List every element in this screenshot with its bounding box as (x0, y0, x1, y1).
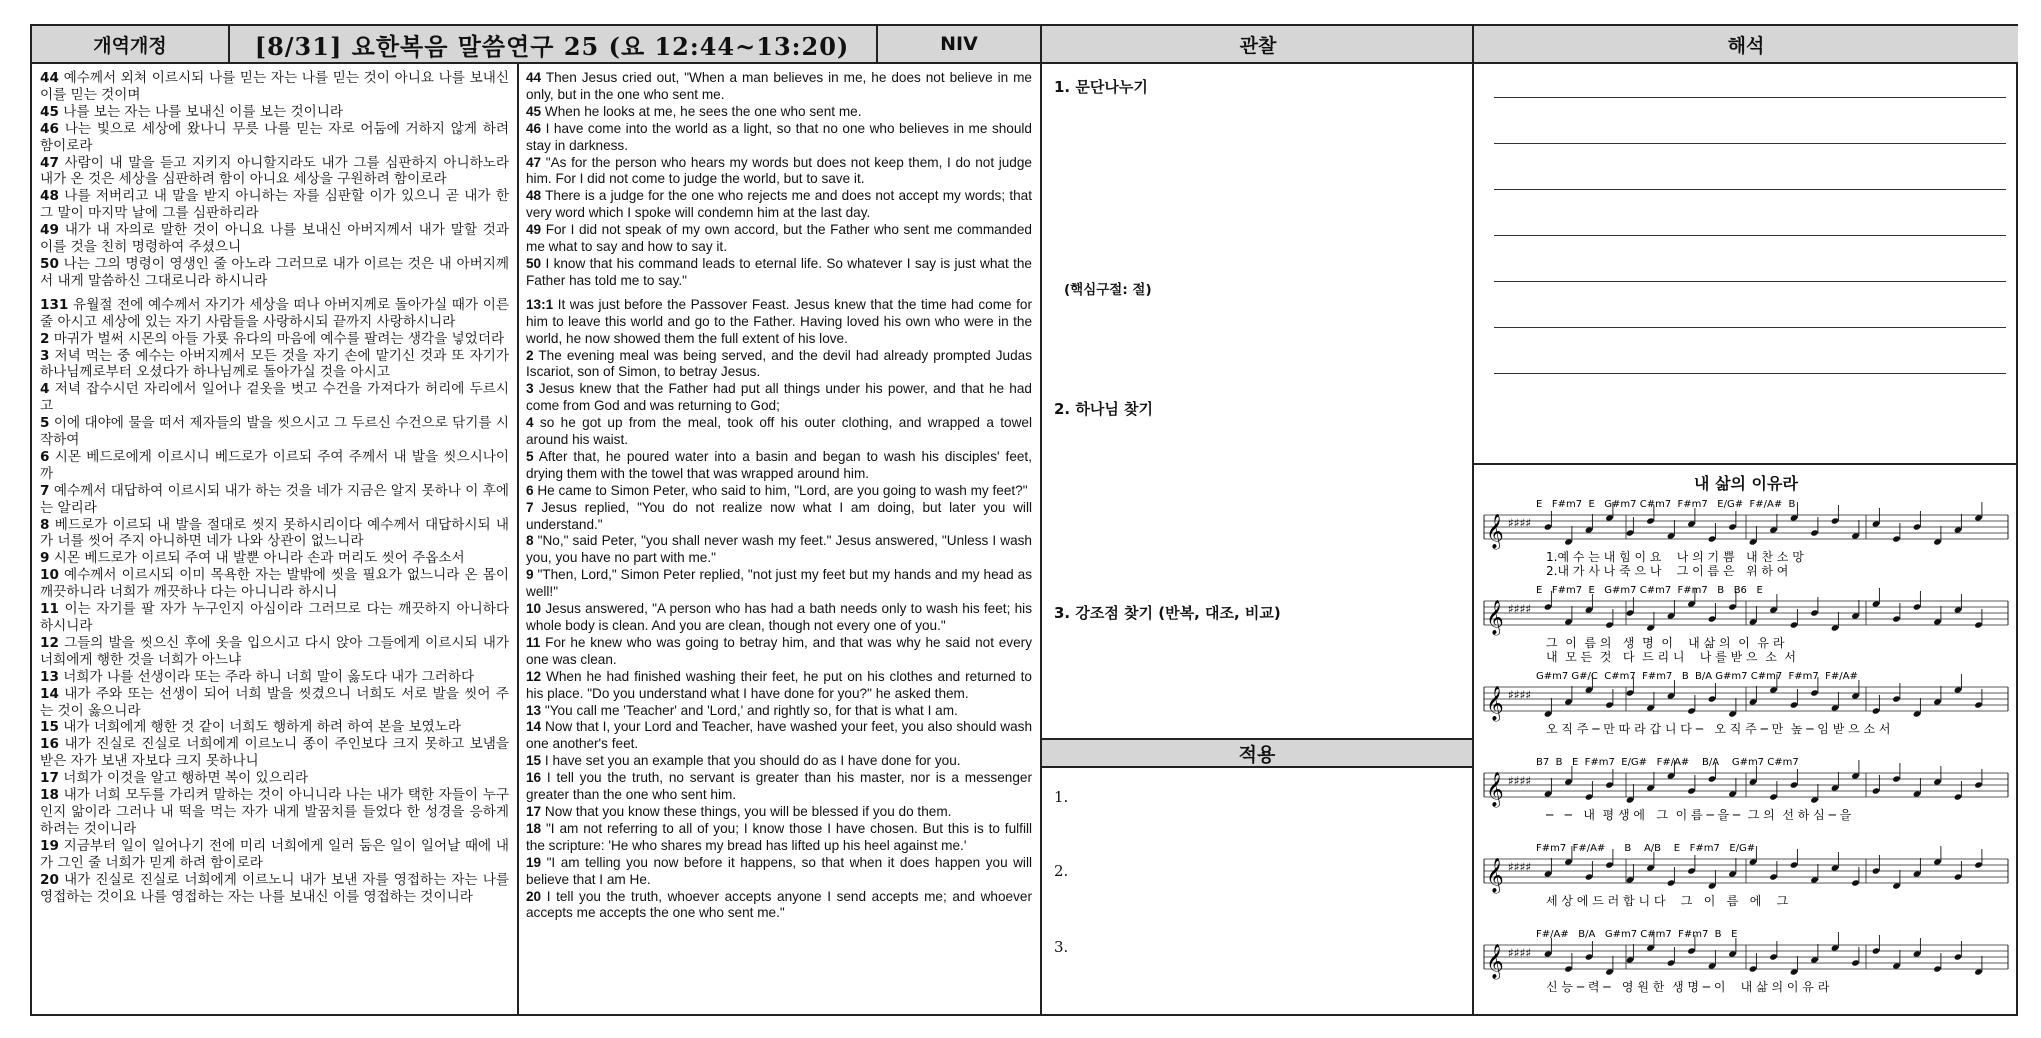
verse-text: "No," said Peter, "you shall never wash my feet." Jesus answered, "Unless I wash you, you have no part with me." (526, 533, 1032, 566)
verse-text: It was just before the Passover Feast. Jesus knew that the time had come for him to leave this world and go to the Father. Having loved his own who were in the world, he now showed them the full extent of his love. (526, 296, 1032, 346)
writing-line (1494, 327, 2006, 328)
chord-symbols: E F#m7 E G#m7 C#m7 F#m7 E/G# F#/A# B (1536, 499, 1796, 510)
page-title: [8/31] 요한복음 말씀연구 25 (요 12:44~13:20) (228, 26, 876, 64)
key-signature-icon: ♯♯♯♯ (1508, 602, 1532, 616)
verse-text: 이에 대야에 물을 떠서 제자들의 발을 씻으시고 그 두르신 수건으로 닦기를 시작하여 (40, 415, 509, 449)
verse-text: 지금부터 일이 일어나기 전에 미리 너희에게 일러 둠은 일이 일어날 때에 내가 그인 줄 너희가 믿게 하려 함이로라 (40, 837, 509, 871)
verse-number: 18 (526, 820, 542, 836)
verse-text: The evening meal was being served, and the devil had already prompted Judas Iscariot, son of Simon, to betray Jesus. (526, 347, 1032, 380)
verse-number: 17 (526, 803, 542, 819)
header-divider (228, 26, 230, 64)
verse-number: 44 (526, 70, 542, 85)
verse-number: 19 (40, 837, 59, 854)
key-signature-icon: ♯♯♯♯ (1508, 860, 1532, 874)
interpretation-panel (1474, 64, 2018, 499)
korean-verse (40, 70, 509, 104)
study-sheet (30, 24, 2018, 1016)
verse-number: 2 (526, 347, 534, 363)
verse-number: 15 (40, 719, 59, 736)
sheet-music (1474, 463, 2018, 1016)
verse-text: 저녁 잡수시던 자리에서 일어나 겉옷을 벗고 수건을 가져다가 허리에 두르시고 (40, 381, 509, 415)
verse-text: "As for the person who hears my words but does not keep them, I do not judge him. For I did not come to judge the world, but to save it. (526, 154, 1032, 187)
niv-verse (526, 855, 1032, 889)
verse-number: 49 (40, 222, 59, 239)
lyrics-line: 그 이 름 의 생 명 이 내 삶 의 이 유 라 (1546, 636, 1785, 650)
niv-verse (526, 753, 1032, 770)
key-signature-icon: ♯♯♯♯ (1508, 688, 1532, 702)
verse-number: 19 (526, 854, 542, 870)
verse-number: 14 (526, 719, 542, 735)
verse-number: 11 (40, 601, 59, 618)
verse-text: "You call me 'Teacher' and 'Lord,' and rightly so, for that is what I am. (541, 702, 958, 718)
verse-number: 45 (526, 103, 542, 119)
verse-number: 14 (40, 685, 59, 702)
verse-text: 내가 너희에게 행한 것 같이 너희도 행하게 하려 하여 본을 보였노라 (58, 719, 462, 736)
verse-number: 16 (40, 736, 59, 753)
verse-text: There is a judge for the one who rejects me and does not accept my words; that very word which I spoke will condemn him at the last day. (526, 188, 1032, 221)
verse-number: 131 (40, 296, 69, 313)
niv-verse (526, 889, 1032, 923)
niv-verse (526, 821, 1032, 855)
treble-clef-icon: 𝄞 (1486, 600, 1504, 635)
verse-text: When he looks at me, he sees the one who sent me. (541, 103, 862, 119)
verse-number: 12 (526, 668, 542, 684)
niv-verse (526, 222, 1032, 256)
korean-verse (40, 348, 509, 382)
verse-text: "Then, Lord," Simon Peter replied, "not just my feet but my hands and my head as well!" (526, 567, 1032, 600)
korean-verse (40, 567, 509, 601)
verse-text: When he had finished washing their feet, he put on his clothes and returned to his place. "Do you understand what I have done for you?" he asked them. (526, 668, 1032, 701)
niv-verse (526, 256, 1032, 290)
verse-text: 그들의 발을 씻으신 후에 옷을 입으시고 다시 앉아 그들에게 이르시되 내가 너희에게 행한 것을 너희가 아느냐 (40, 634, 509, 668)
korean-verse (40, 517, 509, 551)
verse-text: 내가 너희 모두를 가리켜 말하는 것이 아니니라 나는 내가 택한 자들이 누구인지 앎이라 그러나 내 떡을 먹는 자가 내게 발꿈치를 들었다 한 성경을 응하게 하려는 것이니라 (40, 787, 509, 837)
verse-number: 45 (40, 103, 59, 120)
treble-clef-icon: 𝄞 (1486, 514, 1504, 549)
verse-text: I tell you the truth, no servant is greater than his master, nor is a messenger greater than the one who sent him. (526, 770, 1032, 803)
verse-text: "I am not referring to all of you; I know those I have chosen. But this is to fulfill the scripture: 'He who shares my bread has lifted up his heel against me.' (526, 820, 1032, 853)
verse-text: 너희가 이것을 알고 행하면 복이 있으리라 (58, 770, 309, 787)
verse-text: Then Jesus cried out, "When a man believes in me, he does not believe in me only, but in the one who sent me. (526, 70, 1032, 102)
verse-number: 7 (526, 499, 534, 515)
verse-text: 나는 빛으로 세상에 왔나니 무릇 나를 믿는 자로 어둠에 거하지 않게 하려 함이로라 (40, 120, 509, 154)
korean-verse (40, 188, 509, 222)
verse-number: 10 (40, 567, 59, 584)
verse-text: 예수께서 외쳐 이르시되 나를 믿는 자는 나를 믿는 것이 아니요 나를 보내신 이를 믿는 것이며 (40, 70, 509, 103)
treble-clef-icon: 𝄞 (1486, 944, 1504, 979)
korean-verse (40, 787, 509, 838)
niv-verse (526, 500, 1032, 534)
verse-text: Jesus answered, "A person who has had a bath needs only to wash his feet; his whole body is clean. And you are clean, though not every one of you." (526, 601, 1032, 633)
korean-verse (40, 719, 509, 736)
niv-verse (526, 635, 1032, 669)
verse-number: 16 (526, 770, 542, 786)
niv-verse (526, 70, 1032, 104)
korean-verse (40, 297, 509, 331)
verse-text: 내가 진실로 진실로 너희에게 이르노니 종이 주인보다 크지 못하고 보냄을 받은 자가 보낸 자보다 크지 못하나니 (40, 736, 509, 770)
korean-verse (40, 331, 509, 348)
niv-verse (526, 104, 1032, 121)
song-title: 내 삶의 이유라 (1694, 474, 1798, 493)
verse-text: 예수께서 이르시되 이미 목욕한 자는 발밖에 씻을 필요가 없느니라 온 몸이 깨끗하니라 너희가 깨끗하나 다는 아니니라 하시니 (40, 567, 509, 601)
header-divider (876, 26, 878, 64)
verse-number: 20 (40, 871, 59, 888)
lyrics-line: 1.예 수 는 내 힘 이 요 나 의 기 쁨 내 찬 소 망 (1546, 550, 1804, 564)
niv-verse (526, 533, 1032, 567)
verse-text: After that, he poured water into a basin and began to wash his disciples' feet, drying them with the towel that was wrapped around him. (526, 448, 1032, 481)
korean-verse (40, 256, 509, 290)
verse-number: 10 (526, 601, 542, 617)
niv-verse (526, 297, 1032, 348)
writing-line (1494, 143, 2006, 144)
chord-symbols: F#/A# B/A G#m7 C#m7 F#m7 B E (1536, 929, 1738, 940)
observation-q3: 3. 강조점 찾기 (반복, 대조, 비교) (1054, 604, 1281, 622)
verse-number: 47 (526, 154, 542, 170)
observation-label: 관찰 (1042, 26, 1474, 64)
verse-number: 6 (526, 482, 534, 498)
treble-clef-icon: 𝄞 (1486, 858, 1504, 893)
verse-text: 나를 보는 자는 나를 보내신 이를 보는 것이니라 (58, 103, 343, 120)
korean-verse (40, 550, 509, 567)
verse-text: For he knew who was going to betray him, and that was why he said not every one was clean. (526, 634, 1032, 667)
niv-text-column (518, 64, 1040, 922)
application-label: 적용 (1042, 738, 1472, 768)
verse-text: He came to Simon Peter, who said to him, "Lord, are you going to wash my feet?" (533, 482, 1028, 498)
verse-number: 13 (40, 668, 59, 685)
verse-number: 2 (40, 330, 50, 347)
verse-text: 시몬 베드로에게 이르시니 베드로가 이르되 주여 주께서 내 발을 씻으시나이까 (40, 448, 509, 482)
verse-number: 13:1 (526, 296, 554, 312)
verse-text: 나는 그의 명령이 영생인 줄 아노라 그러므로 내가 이르는 것은 내 아버지께서 내게 말씀하신 그대로니라 하시니라 (40, 255, 509, 289)
verse-text: Now that I, your Lord and Teacher, have washed your feet, you also should wash one another's feet. (526, 719, 1032, 752)
niv-verse (526, 567, 1032, 601)
korean-verse (40, 669, 509, 686)
niv-verse (526, 121, 1032, 155)
verse-number: 8 (526, 533, 534, 549)
verse-number: 46 (526, 120, 542, 136)
verse-text: Jesus replied, "You do not realize now what I am doing, but later you will understand." (526, 499, 1032, 532)
verse-number: 12 (40, 634, 59, 651)
korean-verse (40, 415, 509, 449)
niv-verse (526, 770, 1032, 804)
korean-verse (40, 104, 509, 121)
verse-number: 7 (40, 482, 50, 499)
verse-number: 5 (526, 448, 534, 464)
chord-symbols: F#m7 F#/A# B A/B E F#m7 E/G# (1536, 843, 1756, 854)
verse-number: 4 (526, 415, 534, 431)
niv-verse (526, 719, 1032, 753)
niv-verse (526, 483, 1032, 500)
verse-text: 시몬 베드로가 이르되 주여 내 발뿐 아니라 손과 머리도 씻어 주옵소서 (49, 550, 465, 567)
verse-text: 사람이 내 말을 듣고 지키지 아니할지라도 내가 그를 심판하지 아니하노라 내가 온 것은 세상을 심판하려 함이 아니요 세상을 구원하려 함이로라 (40, 154, 509, 188)
lyrics-line: ─ ─ 내 평 생 에 그 이 름 ─ 을 ─ 그 의 선 하 심 ─ 을 (1546, 808, 1852, 822)
korean-verse (40, 381, 509, 415)
verse-number: 48 (526, 188, 542, 204)
verse-text: 너희가 나를 선생이라 또는 주라 하니 너희 말이 옳도다 내가 그러하다 (58, 668, 475, 685)
verse-number: 50 (526, 255, 542, 271)
verse-number: 46 (40, 120, 59, 137)
verse-number: 4 (40, 381, 50, 398)
niv-verse (526, 188, 1032, 222)
verse-text: 이는 자기를 팔 자가 누구인지 아심이라 그러므로 다는 깨끗하지 아니하다 하시니라 (40, 601, 509, 634)
korean-verse (40, 222, 509, 256)
lyrics-line: 세 상 에 드 러 합 니 다 그 이 름 에 그 (1546, 894, 1789, 908)
korean-verse (40, 155, 509, 189)
verse-text: Now that you know these things, you will be blessed if you do them. (541, 803, 952, 819)
verse-number: 48 (40, 188, 59, 205)
verse-text: I have set you an example that you should do as I have done for you. (541, 753, 961, 769)
verse-text: Jesus knew that the Father had put all things under his power, and that he had come from God and was returning to God; (526, 381, 1032, 414)
verse-number: 20 (526, 888, 542, 904)
verse-text: I know that his command leads to eternal life. So whatever I say is just what the Father has told me to say." (526, 255, 1032, 288)
verse-number: 5 (40, 415, 50, 432)
key-signature-icon: ♯♯♯♯ (1508, 516, 1532, 530)
verse-number: 11 (526, 634, 541, 650)
chord-symbols: G#m7 G#/C C#m7 F#m7 B B/A G#m7 C#m7 F#m7 F#/A# (1536, 671, 1858, 682)
niv-label: NIV (876, 26, 1042, 64)
verse-text: 마귀가 벌써 시몬의 아들 가룟 유다의 마음에 예수를 팔려는 생각을 넣었더라 (49, 330, 505, 347)
verse-number: 44 (40, 70, 59, 86)
chord-symbols: E F#m7 E G#m7 C#m7 F#m7 B B6 E (1536, 585, 1763, 596)
niv-verse (526, 601, 1032, 635)
verse-number: 18 (40, 787, 59, 804)
observation-panel (1042, 64, 1472, 776)
niv-verse (526, 449, 1032, 483)
niv-verse (526, 381, 1032, 415)
verse-number: 3 (40, 347, 50, 364)
niv-verse (526, 669, 1032, 703)
writing-line (1494, 235, 2006, 236)
verse-number: 3 (526, 381, 534, 397)
korean-verse (40, 838, 509, 872)
lyrics-line: 오 직 주 ─ 만 따 라 갑 니 다 ─ 오 직 주 ─ 만 높 ─ 임 받 으 소 서 (1546, 722, 1891, 736)
key-signature-icon: ♯♯♯♯ (1508, 946, 1532, 960)
chord-symbols: B7 B E F#m7 E/G# F#/A# B/A G#m7 C#m7 (1536, 757, 1799, 768)
treble-clef-icon: 𝄞 (1486, 772, 1504, 807)
writing-line (1494, 281, 2006, 282)
verse-number: 49 (526, 222, 542, 238)
verse-text: 유월절 전에 예수께서 자기가 세상을 떠나 아버지께로 돌아가실 때가 이른 줄 아시고 세상에 있는 자기 사람들을 사랑하시되 끝까지 사랑하시니라 (40, 296, 509, 330)
application-item-1: 1. (1054, 788, 1069, 806)
niv-verse (526, 804, 1032, 821)
korean-verse (40, 686, 509, 720)
verse-text: so he got up from the meal, took off his outer clothing, and wrapped a towel around his waist. (526, 415, 1032, 448)
version-label: 개역개정 (32, 26, 228, 64)
korean-verse (40, 601, 509, 635)
verse-text: 베드로가 이르되 내 발을 절대로 씻지 못하시리이다 예수께서 대답하시되 내가 너를 씻어 주지 아니하면 네가 나와 상관이 없느니라 (40, 516, 509, 550)
application-item-2: 2. (1054, 862, 1069, 880)
korean-verse (40, 449, 509, 483)
korean-verse (40, 736, 509, 770)
korean-verse (40, 872, 509, 906)
treble-clef-icon: 𝄞 (1486, 686, 1504, 721)
korean-text-column (32, 64, 517, 905)
writing-line (1494, 189, 2006, 190)
verse-number: 13 (526, 702, 542, 718)
niv-verse (526, 415, 1032, 449)
lyrics-line: 2.내 가 사 나 죽 으 나 그 이 름 은 위 하 여 (1546, 564, 1789, 578)
writing-line (1494, 373, 2006, 374)
verse-number: 6 (40, 448, 50, 465)
observation-q1: 1. 문단나누기 (1054, 78, 1148, 96)
verse-number: 17 (40, 770, 59, 787)
verse-number: 8 (40, 516, 50, 533)
verse-number: 50 (40, 255, 59, 272)
verse-text: I have come into the world as a light, so that no one who believes in me should stay in darkness. (526, 120, 1032, 153)
verse-text: 내가 진실로 진실로 너희에게 이르노니 내가 보낸 자를 영접하는 자는 나를 영접하는 것이요 나를 영접하는 자는 나를 보내신 이를 영접하는 것이니라 (40, 871, 509, 905)
korean-verse (40, 121, 509, 155)
lyrics-line: 내 모 든 것 다 드 리 니 나 를 받 으 소 서 (1546, 650, 1797, 664)
korean-verse (40, 483, 509, 517)
observation-q2: 2. 하나님 찾기 (1054, 400, 1154, 418)
verse-number: 15 (526, 753, 542, 769)
verse-text: 내가 내 자의로 말한 것이 아니요 나를 보내신 아버지께서 내가 말할 것과 이를 것을 친히 명령하여 주셨으니 (40, 222, 509, 256)
niv-verse (526, 348, 1032, 382)
verse-text: For I did not speak of my own accord, but the Father who sent me commanded me what to say and how to say it. (526, 222, 1032, 255)
interpretation-label: 해석 (1474, 26, 2018, 64)
key-verse-label: (핵심구절: 절) (1064, 282, 1152, 298)
verse-text: "I am telling you now before it happens, so that when it does happen you will believe that I am He. (526, 854, 1032, 887)
korean-verse (40, 635, 509, 669)
verse-number: 47 (40, 154, 59, 171)
writing-line (1494, 97, 2006, 98)
verse-text: 나를 저버리고 내 말을 받지 아니하는 자를 심판할 이가 있으니 곧 내가 한 그 말이 마지막 날에 그를 심판하리라 (40, 188, 509, 222)
korean-verse (40, 770, 509, 787)
verse-text: 저녁 먹는 중 예수는 아버지께서 모든 것을 자기 손에 맡기신 것과 또 자기가 하나님께로부터 오셨다가 하나님께로 돌아가실 것을 아시고 (40, 347, 509, 381)
niv-verse (526, 155, 1032, 189)
music-staves (1476, 495, 2016, 1015)
verse-text: 예수께서 대답하여 이르시되 내가 하는 것을 네가 지금은 알지 못하나 이 후에는 알리라 (40, 482, 509, 516)
niv-verse (526, 703, 1032, 720)
verse-text: 내가 주와 또는 선생이 되어 너희 발을 씻겼으니 너희도 서로 발을 씻어 주는 것이 옳으니라 (40, 685, 509, 719)
verse-text: I tell you the truth, whoever accepts anyone I send accepts me; and whoever accepts me accepts the one who sent me." (526, 888, 1032, 921)
key-signature-icon: ♯♯♯♯ (1508, 774, 1532, 788)
verse-number: 9 (40, 550, 50, 567)
application-item-3: 3. (1054, 938, 1069, 956)
verse-number: 9 (526, 567, 534, 583)
lyrics-line: 신 능 ─ 력 ─ 영 원 한 생 명 ─ 이 내 삶 의 이 유 라 (1546, 980, 1830, 994)
